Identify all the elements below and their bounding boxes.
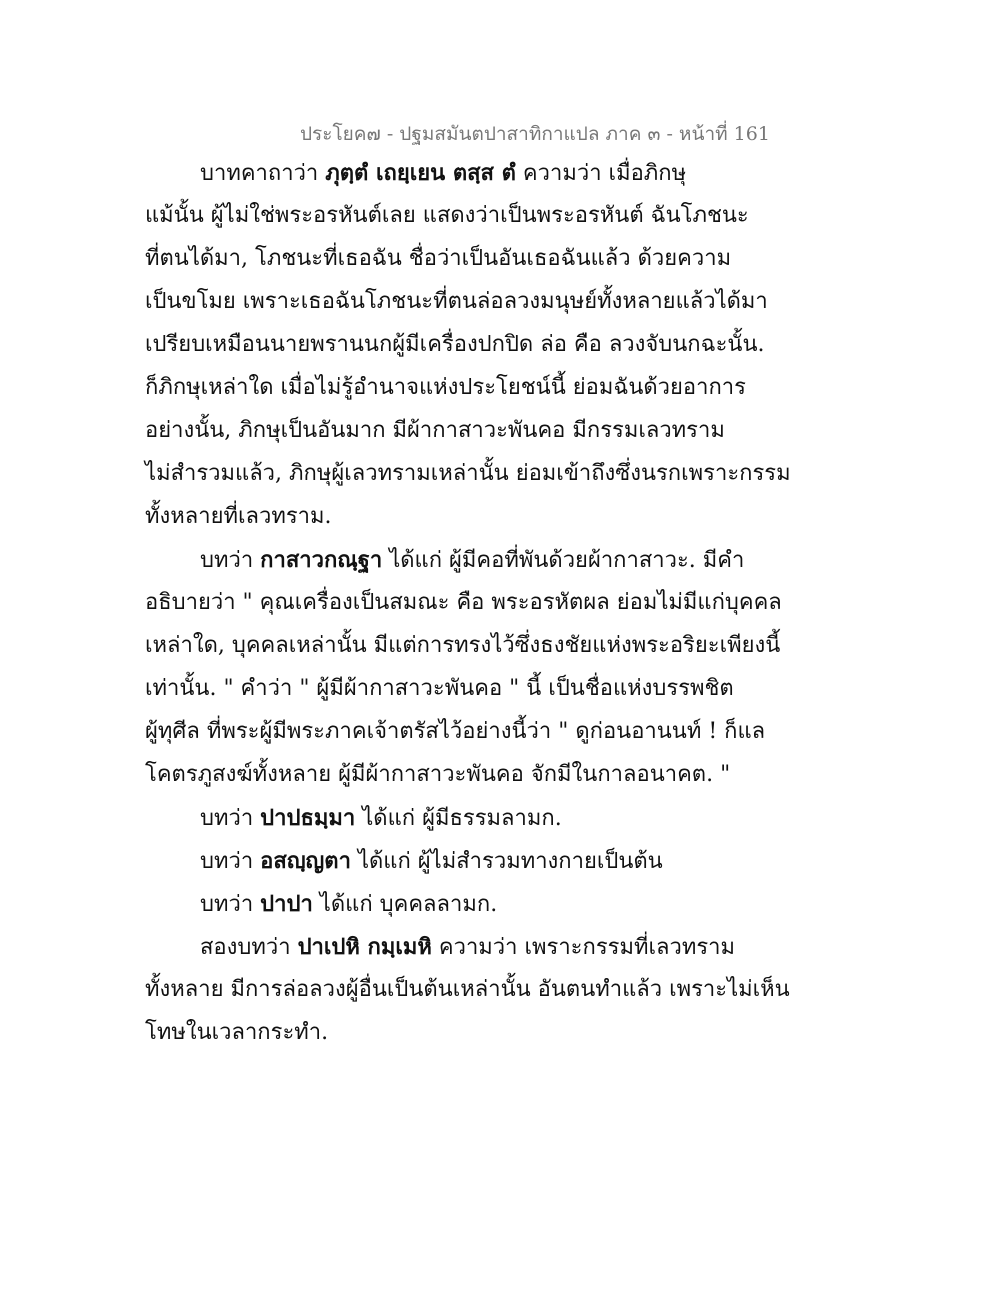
text-line bbox=[145, 759, 730, 791]
text-line bbox=[200, 157, 686, 190]
line-text: โคตรภูสงฆ์ทั้งหลาย ผู้มีผ้ากาสาวะพันคอ จักมีในกาลอนาคต. " bbox=[145, 762, 731, 787]
line-text: บทว่า bbox=[200, 548, 261, 573]
line-text: เท่านั้น. " คำว่า " ผู้มีผ้ากาสาวะพันคอ " นี้ เป็นชื่อแห่งบรรพชิต bbox=[145, 676, 734, 701]
text-line bbox=[145, 673, 734, 705]
text-line bbox=[145, 243, 731, 275]
line-text: บทว่า bbox=[200, 892, 261, 917]
line-text: ได้แก่ ผู้ไม่สำรวมทางกายเป็นต้น bbox=[350, 849, 663, 874]
text-line bbox=[200, 845, 663, 878]
text-line bbox=[200, 931, 735, 964]
line-text: ความว่า เมื่อภิกษุ bbox=[515, 161, 687, 186]
line-text: บทว่า bbox=[200, 849, 261, 874]
line-text: ได้แก่ ผู้มีธรรมลามก. bbox=[355, 806, 562, 831]
pali-term: ปาปธมฺมา bbox=[260, 805, 356, 831]
running-header: ประโยค๗ - ปฐมสมันตปาสาทิกาแปล ภาค ๓ - หน้าที่ 161 bbox=[300, 123, 770, 145]
pali-term: ปาเปหิ กมฺเมหิ bbox=[297, 934, 432, 960]
line-text: เหล่าใด, บุคคลเหล่านั้น มีแต่การทรงไว้ซึ่งธงชัยแห่งพระอริยะเพียงนี้ bbox=[145, 633, 781, 658]
line-text: เป็นขโมย เพราะเธอฉันโภชนะที่ตนล่อลวงมนุษย์ทั้งหลายแล้วได้มา bbox=[145, 289, 768, 314]
line-text: แม้นั้น ผู้ไม่ใช่พระอรหันต์เลย แสดงว่าเป็นพระอรหันต์ ฉันโภชนะ bbox=[145, 203, 749, 228]
pali-term: ภุตฺตํ เถยฺเยน ตสฺส ตํ bbox=[325, 160, 516, 186]
line-text: อธิบายว่า " คุณเครื่องเป็นสมณะ คือ พระอรหัตผล ย่อมไม่มีแก่บุคคล bbox=[145, 590, 782, 615]
text-line bbox=[145, 716, 765, 748]
line-text: ก็ภิกษุเหล่าใด เมื่อไม่รู้อำนาจแห่งประโยชน์นี้ ย่อมฉันด้วยอาการ bbox=[145, 375, 746, 400]
pali-term: ปาปา bbox=[260, 891, 313, 917]
line-text: ทั้งหลายที่เลวทราม. bbox=[145, 504, 332, 529]
text-line bbox=[200, 888, 497, 921]
text-line bbox=[145, 329, 765, 361]
text-line bbox=[145, 587, 782, 619]
pali-term: อสญฺญตา bbox=[260, 848, 351, 874]
line-text: อย่างนั้น, ภิกษุเป็นอันมาก มีผ้ากาสาวะพันคอ มีกรรมเลวทราม bbox=[145, 418, 725, 443]
text-line bbox=[200, 802, 562, 835]
line-text: โทษในเวลากระทำ. bbox=[145, 1020, 329, 1045]
line-text: ความว่า เพราะกรรมที่เลวทราม bbox=[431, 935, 735, 960]
text-line bbox=[145, 372, 746, 404]
line-text: บทว่า bbox=[200, 806, 261, 831]
line-text: ได้แก่ ผู้มีคอที่พันด้วยผ้ากาสาวะ. มีคำ bbox=[382, 548, 745, 573]
pali-term: กาสาวกณฺฐา bbox=[260, 547, 383, 573]
line-text: สองบทว่า bbox=[200, 935, 298, 960]
text-line bbox=[200, 544, 744, 577]
text-line bbox=[145, 415, 725, 447]
text-line bbox=[145, 200, 749, 232]
line-text: ผู้ทุศีล ที่พระผู้มีพระภาคเจ้าตรัสไว้อย่างนี้ว่า " ดูก่อนอานนท์ ! ก็แล bbox=[145, 719, 766, 744]
line-text: ไม่สำรวมแล้ว, ภิกษุผู้เลวทรามเหล่านั้น ย่อมเข้าถึงซึ่งนรกเพราะกรรม bbox=[145, 461, 791, 486]
text-line bbox=[145, 1017, 328, 1049]
text-line bbox=[145, 286, 768, 318]
line-text: ได้แก่ บุคคลลามก. bbox=[312, 892, 498, 917]
line-text: ที่ตนได้มา, โภชนะที่เธอฉัน ชื่อว่าเป็นอันเธอฉันแล้ว ด้วยความ bbox=[145, 246, 732, 271]
text-line bbox=[145, 501, 332, 533]
line-text: ทั้งหลาย มีการล่อลวงผู้อื่นเป็นต้นเหล่านั้น อันตนทำแล้ว เพราะไม่เห็น bbox=[145, 977, 790, 1002]
text-line bbox=[145, 458, 791, 490]
line-text: เปรียบเหมือนนายพรานนกผู้มีเครื่องปกปิด ล่อ คือ ลวงจับนกฉะนั้น. bbox=[145, 332, 765, 357]
line-text: บาทคาถาว่า bbox=[200, 161, 326, 186]
text-line bbox=[145, 630, 780, 662]
text-line bbox=[145, 974, 790, 1006]
